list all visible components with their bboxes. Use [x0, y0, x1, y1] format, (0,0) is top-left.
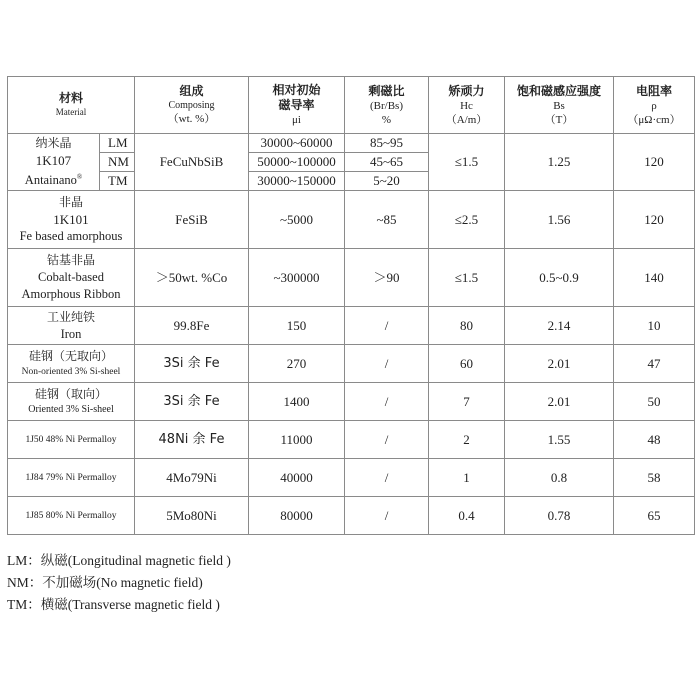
header-resistivity: 电阻率 ρ （μΩ·cm） [614, 77, 695, 134]
header-remanence-ratio: 剩磁比 (Br/Bs) % [345, 77, 429, 134]
permeability-cell: 40000 [249, 459, 345, 497]
composition-cell: 99.8Fe [135, 307, 249, 345]
composition-cell: 3Si 余 Fe [135, 383, 249, 421]
coercivity-cell: 7 [429, 383, 505, 421]
remanence-ratio-cell: / [345, 307, 429, 345]
note-lm: LM：纵磁(Longitudinal magnetic field ) [7, 553, 231, 568]
nano-permeability: 30000~60000 [249, 134, 345, 153]
nano-variant-label: NM [100, 153, 135, 172]
saturation-cell: 0.5~0.9 [505, 249, 614, 307]
nano-permeability: 50000~100000 [249, 153, 345, 172]
resistivity-cell: 50 [614, 383, 695, 421]
nano-variant-label: TM [100, 172, 135, 191]
table-row [8, 345, 695, 383]
material-cell: 硅钢（取向） Oriented 3% Si-sheel [8, 383, 135, 421]
composition-cell: 4Mo79Ni [135, 459, 249, 497]
saturation-cell: 0.78 [505, 497, 614, 535]
remanence-ratio-cell: / [345, 421, 429, 459]
header-saturation: 饱和磁感应强度 Bs （T） [505, 77, 614, 134]
nano-remanence-ratio: 85~95 [345, 134, 429, 153]
saturation-cell: 2.01 [505, 383, 614, 421]
nano-remanence-ratio: 45~65 [345, 153, 429, 172]
composition-cell: FeSiB [135, 191, 249, 249]
coercivity-cell: ≤2.5 [429, 191, 505, 249]
remanence-ratio-cell: / [345, 459, 429, 497]
header-row [8, 77, 695, 134]
legend-notes [7, 550, 231, 616]
header-coercivity: 矫顽力 Hc （A/m） [429, 77, 505, 134]
resistivity-cell: 48 [614, 421, 695, 459]
remanence-ratio-cell: / [345, 383, 429, 421]
material-cell: 硅钢（无取向） Non-oriented 3% Si-sheel [8, 345, 135, 383]
material-cell: 1J85 80% Ni Permalloy [8, 497, 135, 535]
remanence-ratio-cell: ＞90 [345, 249, 429, 307]
material-cell: 1J84 79% Ni Permalloy [8, 459, 135, 497]
nano-coercivity: ≤1.5 [429, 134, 505, 191]
composition-cell: 5Mo80Ni [135, 497, 249, 535]
nano-variant-label: LM [100, 134, 135, 153]
coercivity-cell: 80 [429, 307, 505, 345]
permeability-cell: 270 [249, 345, 345, 383]
table-row-nano-lm [8, 134, 695, 153]
resistivity-cell: 58 [614, 459, 695, 497]
permeability-cell: ~5000 [249, 191, 345, 249]
material-cell: 工业纯铁 Iron [8, 307, 135, 345]
permeability-cell: ~300000 [249, 249, 345, 307]
permeability-cell: 150 [249, 307, 345, 345]
nano-material-cell: 纳米晶 1K107 Antainano® [8, 134, 100, 191]
nano-remanence-ratio: 5~20 [345, 172, 429, 191]
remanence-ratio-cell: / [345, 497, 429, 535]
material-properties-table [7, 76, 695, 535]
material-cell: 非晶 1K101 Fe based amorphous [8, 191, 135, 249]
composition-cell: 48Ni 余 Fe [135, 421, 249, 459]
nano-composition: FeCuNbSiB [135, 134, 249, 191]
table-row [8, 191, 695, 249]
saturation-cell: 2.01 [505, 345, 614, 383]
resistivity-cell: 140 [614, 249, 695, 307]
remanence-ratio-cell: / [345, 345, 429, 383]
resistivity-cell: 65 [614, 497, 695, 535]
coercivity-cell: 2 [429, 421, 505, 459]
coercivity-cell: 0.4 [429, 497, 505, 535]
nano-saturation: 1.25 [505, 134, 614, 191]
saturation-cell: 1.55 [505, 421, 614, 459]
nano-resistivity: 120 [614, 134, 695, 191]
material-cell: 1J50 48% Ni Permalloy [8, 421, 135, 459]
coercivity-cell: 60 [429, 345, 505, 383]
table-row [8, 307, 695, 345]
table-row [8, 249, 695, 307]
composition-cell: ＞50wt. %Co [135, 249, 249, 307]
table-row [8, 497, 695, 535]
resistivity-cell: 47 [614, 345, 695, 383]
nano-permeability: 30000~150000 [249, 172, 345, 191]
saturation-cell: 1.56 [505, 191, 614, 249]
header-permeability: 相对初始 磁导率 μi [249, 77, 345, 134]
table-row [8, 459, 695, 497]
material-cell: 钴基非晶 Cobalt-based Amorphous Ribbon [8, 249, 135, 307]
note-nm: NM：不加磁场(No magnetic field) [7, 575, 203, 590]
resistivity-cell: 120 [614, 191, 695, 249]
coercivity-cell: 1 [429, 459, 505, 497]
composition-cell: 3Si 余 Fe [135, 345, 249, 383]
table-row [8, 383, 695, 421]
saturation-cell: 2.14 [505, 307, 614, 345]
header-material: 材料 Material [8, 77, 135, 134]
resistivity-cell: 10 [614, 307, 695, 345]
header-composition: 组成 Composing （wt. %） [135, 77, 249, 134]
table-row [8, 421, 695, 459]
note-tm: TM：横磁(Transverse magnetic field ) [7, 597, 220, 612]
remanence-ratio-cell: ~85 [345, 191, 429, 249]
permeability-cell: 11000 [249, 421, 345, 459]
permeability-cell: 80000 [249, 497, 345, 535]
permeability-cell: 1400 [249, 383, 345, 421]
saturation-cell: 0.8 [505, 459, 614, 497]
coercivity-cell: ≤1.5 [429, 249, 505, 307]
